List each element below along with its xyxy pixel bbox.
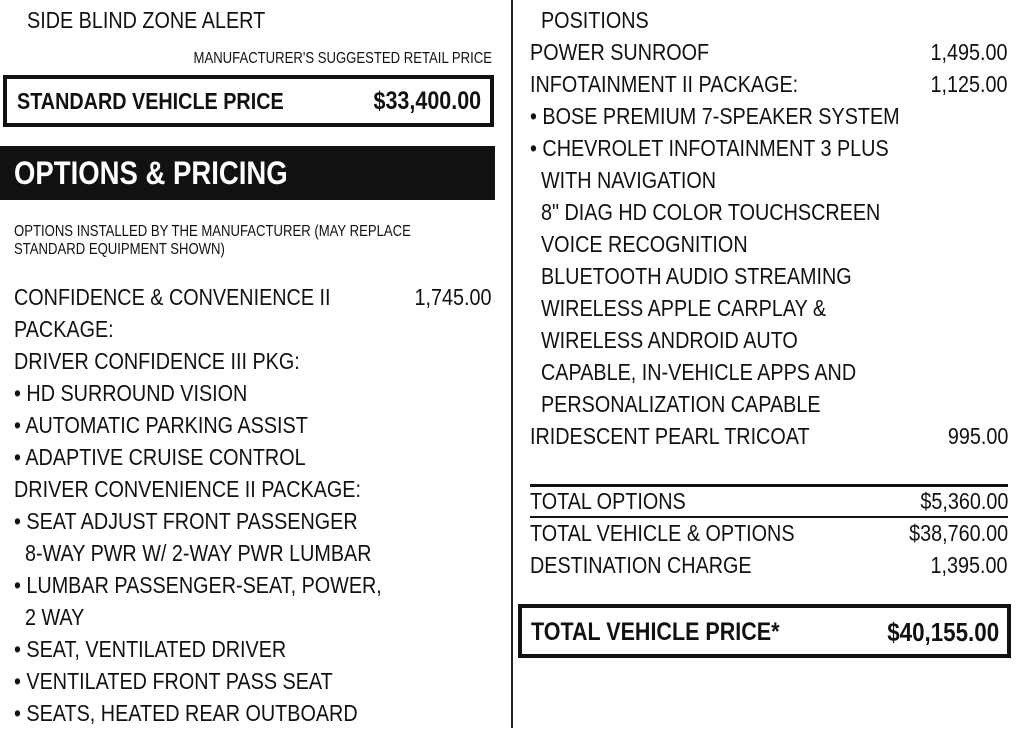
- left-option-line: PACKAGE:: [14, 316, 114, 342]
- left-option-line: • SEAT ADJUST FRONT PASSENGER: [14, 508, 358, 534]
- destination-charge-value: 1,395.00: [931, 552, 1008, 578]
- right-option-line: VOICE RECOGNITION: [530, 231, 748, 257]
- total-vehicle-price-box: [518, 604, 1011, 658]
- destination-charge-label: DESTINATION CHARGE: [530, 552, 752, 578]
- right-option-line: POWER SUNROOF: [530, 39, 710, 65]
- left-option-line: 2 WAY: [14, 604, 85, 630]
- total-vehicle-price-value: $40,155.00: [887, 617, 999, 647]
- total-vehicle-options-value: $38,760.00: [908, 520, 1008, 546]
- standard-price-label: STANDARD VEHICLE PRICE: [17, 88, 284, 114]
- standard-price-box: [3, 75, 494, 127]
- top-item: SIDE BLIND ZONE ALERT: [27, 7, 266, 33]
- left-option-line: • SEATS, HEATED REAR OUTBOARD: [14, 700, 358, 726]
- right-option-price: 1,495.00: [931, 39, 1008, 65]
- confidence-package-price: 1,745.00: [415, 284, 492, 310]
- right-option-line: • BOSE PREMIUM 7-SPEAKER SYSTEM: [530, 103, 900, 129]
- left-option-line: DRIVER CONVENIENCE II PACKAGE:: [14, 476, 361, 502]
- options-heading: OPTIONS & PRICING: [14, 155, 288, 191]
- right-option-line: BLUETOOTH AUDIO STREAMING: [530, 263, 852, 289]
- left-option-line: CONFIDENCE & CONVENIENCE II: [14, 284, 331, 310]
- right-option-line: CAPABLE, IN-VEHICLE APPS AND: [530, 359, 857, 385]
- left-option-line: • HD SURROUND VISION: [14, 380, 248, 406]
- right-option-price: 995.00: [947, 423, 1008, 449]
- right-option-price: 1,125.00: [931, 71, 1008, 97]
- column-divider: [511, 0, 513, 728]
- options-note-line2: STANDARD EQUIPMENT SHOWN): [14, 241, 225, 258]
- right-option-line: IRIDESCENT PEARL TRICOAT: [530, 423, 810, 449]
- total-vehicle-options-label: TOTAL VEHICLE & OPTIONS: [530, 520, 795, 546]
- right-option-line: WITH NAVIGATION: [530, 167, 717, 193]
- left-option-line: • LUMBAR PASSENGER-SEAT, POWER,: [14, 572, 382, 598]
- right-option-line: PERSONALIZATION CAPABLE: [530, 391, 821, 417]
- standard-price-value: $33,400.00: [373, 87, 481, 115]
- total-options-value: $5,360.00: [919, 488, 1008, 514]
- right-option-line: 8" DIAG HD COLOR TOUCHSCREEN: [530, 199, 881, 225]
- right-option-line: POSITIONS: [530, 7, 649, 33]
- left-option-line: DRIVER CONFIDENCE III PKG:: [14, 348, 300, 374]
- left-option-line: • SEAT, VENTILATED DRIVER: [14, 636, 287, 662]
- right-option-line: WIRELESS ANDROID AUTO: [530, 327, 798, 353]
- total-options-label: TOTAL OPTIONS: [530, 488, 686, 514]
- msrp-label: MANUFACTURER'S SUGGESTED RETAIL PRICE: [193, 50, 492, 67]
- options-note-line1: OPTIONS INSTALLED BY THE MANUFACTURER (MAY REPLACE: [14, 223, 411, 240]
- left-option-line: • VENTILATED FRONT PASS SEAT: [14, 668, 333, 694]
- right-option-line: WIRELESS APPLE CARPLAY &: [530, 295, 827, 321]
- left-option-line: • AUTOMATIC PARKING ASSIST: [14, 412, 308, 438]
- right-option-line: INFOTAINMENT II PACKAGE:: [530, 71, 799, 97]
- right-option-line: • CHEVROLET INFOTAINMENT 3 PLUS: [530, 135, 889, 161]
- left-option-line: • ADAPTIVE CRUISE CONTROL: [14, 444, 306, 470]
- left-option-line: 8-WAY PWR W/ 2-WAY PWR LUMBAR: [14, 540, 372, 566]
- options-heading-bar: [0, 146, 495, 200]
- total-vehicle-price-label: TOTAL VEHICLE PRICE*: [531, 618, 780, 646]
